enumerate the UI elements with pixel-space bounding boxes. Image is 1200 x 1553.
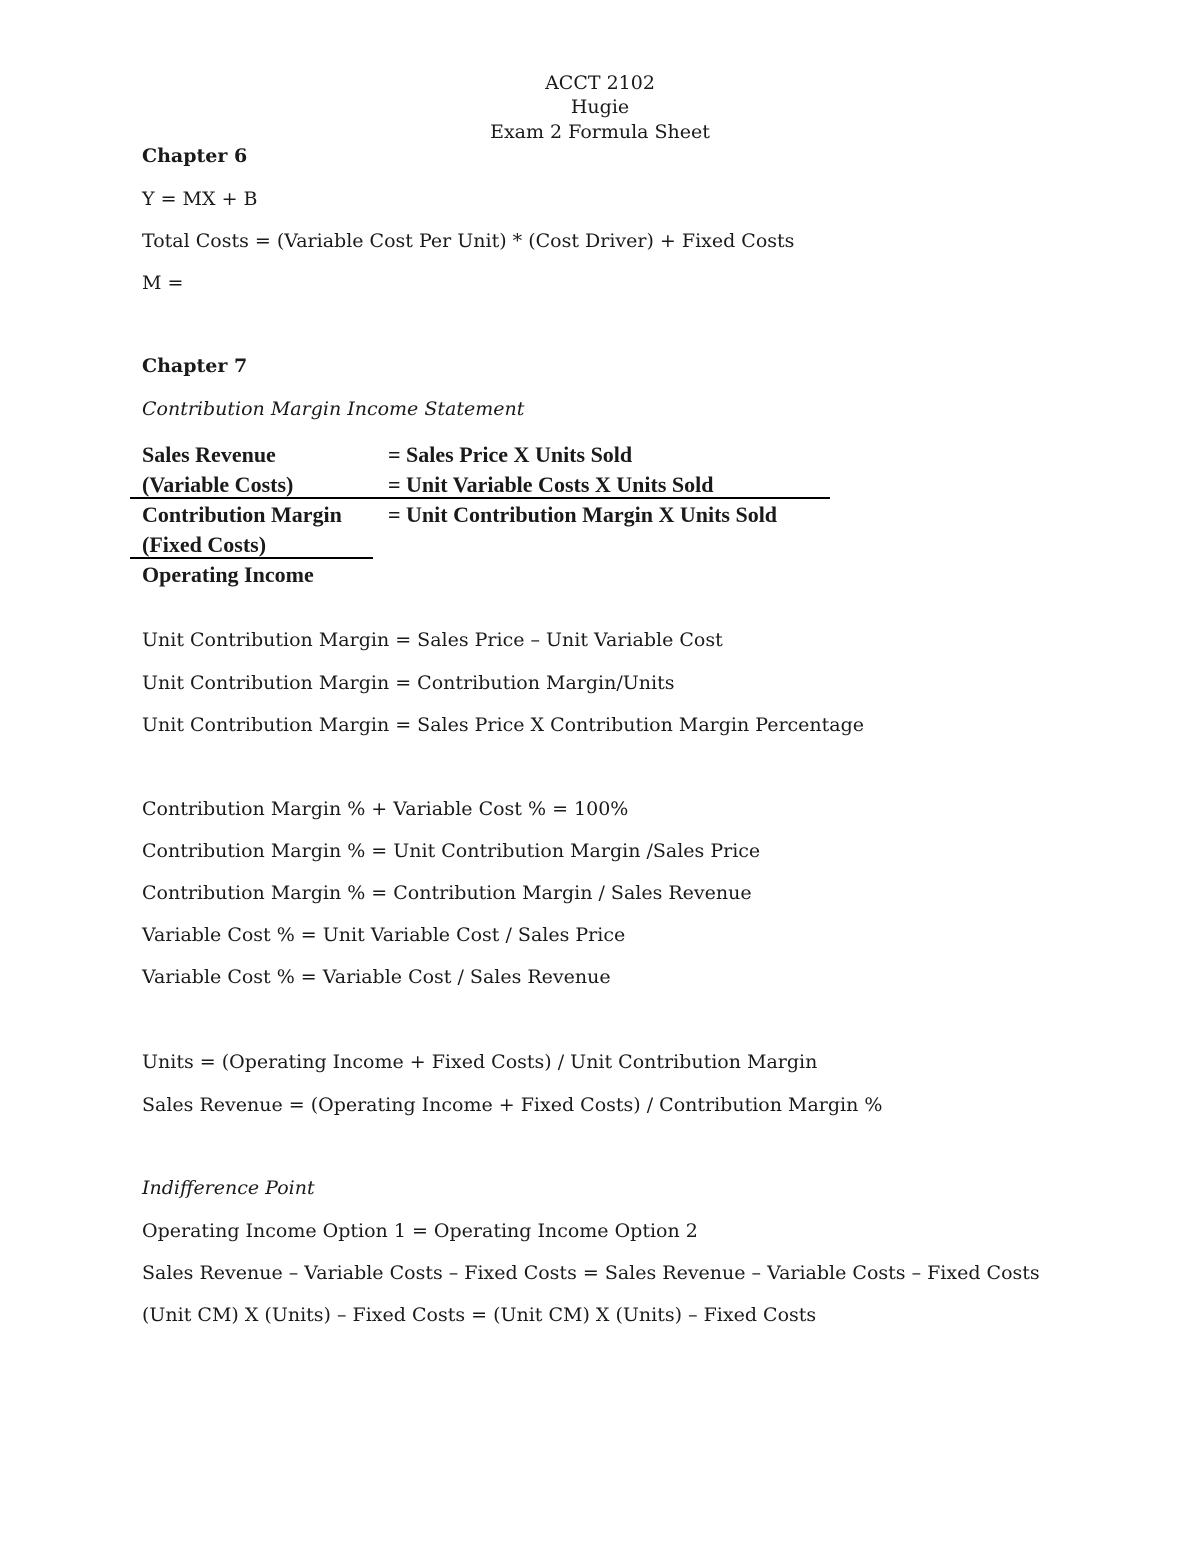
formula-line: Unit Contribution Margin = Sales Price X Contribution Margin Percentage	[142, 714, 865, 736]
formula-line: Variable Cost % = Variable Cost / Sales Revenue	[142, 966, 611, 988]
formula-line: (Unit CM) X (Units) – Fixed Costs = (Unit CM) X (Units) – Fixed Costs	[142, 1304, 817, 1326]
instructor-name: Hugie	[570, 96, 630, 118]
formula-line: M =	[142, 272, 184, 294]
formula-line: Unit Contribution Margin = Contribution Margin/Units	[142, 672, 675, 694]
chapter-6-heading: Chapter 6	[142, 145, 248, 167]
cm-statement-left-item: Operating Income	[142, 562, 314, 587]
indifference-title: Indifference Point	[142, 1177, 315, 1199]
course-code: ACCT 2102	[545, 72, 655, 94]
cm-statement-underline	[130, 557, 373, 559]
cm-statement-left-item: (Fixed Costs)	[142, 532, 267, 557]
cm-statement-underline	[130, 497, 830, 499]
formula-line: Operating Income Option 1 = Operating Income Option 2	[142, 1220, 698, 1242]
formula-line: Total Costs = (Variable Cost Per Unit) * (Cost Driver) + Fixed Costs	[142, 230, 795, 252]
cm-statement-left-item: (Variable Costs)	[142, 472, 294, 497]
formula-line: Variable Cost % = Unit Variable Cost / Sales Price	[142, 924, 626, 946]
chapter-7-heading: Chapter 7	[142, 355, 248, 377]
formula-line: Y = MX + B	[142, 188, 258, 210]
cm-statement-right-item: = Unit Variable Costs X Units Sold	[388, 472, 714, 497]
cm-statement-left-item: Sales Revenue	[142, 442, 276, 467]
formula-line: Contribution Margin % = Unit Contribution Margin /Sales Price	[142, 840, 761, 862]
cm-statement-right-item: = Sales Price X Units Sold	[388, 442, 633, 467]
cm-statement-right-item: = Unit Contribution Margin X Units Sold	[388, 502, 778, 527]
formula-line: Units = (Operating Income + Fixed Costs) / Unit Contribution Margin	[142, 1051, 818, 1073]
cm-statement-left-item: Contribution Margin	[142, 502, 342, 527]
formula-line: Sales Revenue – Variable Costs – Fixed Costs = Sales Revenue – Variable Costs – Fixed Costs	[142, 1262, 1040, 1284]
formula-line: Unit Contribution Margin = Sales Price – Unit Variable Cost	[142, 629, 723, 651]
formula-line: Contribution Margin % + Variable Cost % = 100%	[142, 798, 629, 820]
document-title: Exam 2 Formula Sheet	[490, 121, 710, 143]
formula-line: Sales Revenue = (Operating Income + Fixed Costs) / Contribution Margin %	[142, 1094, 883, 1116]
cm-statement-title: Contribution Margin Income Statement	[142, 398, 525, 420]
formula-line: Contribution Margin % = Contribution Margin / Sales Revenue	[142, 882, 752, 904]
